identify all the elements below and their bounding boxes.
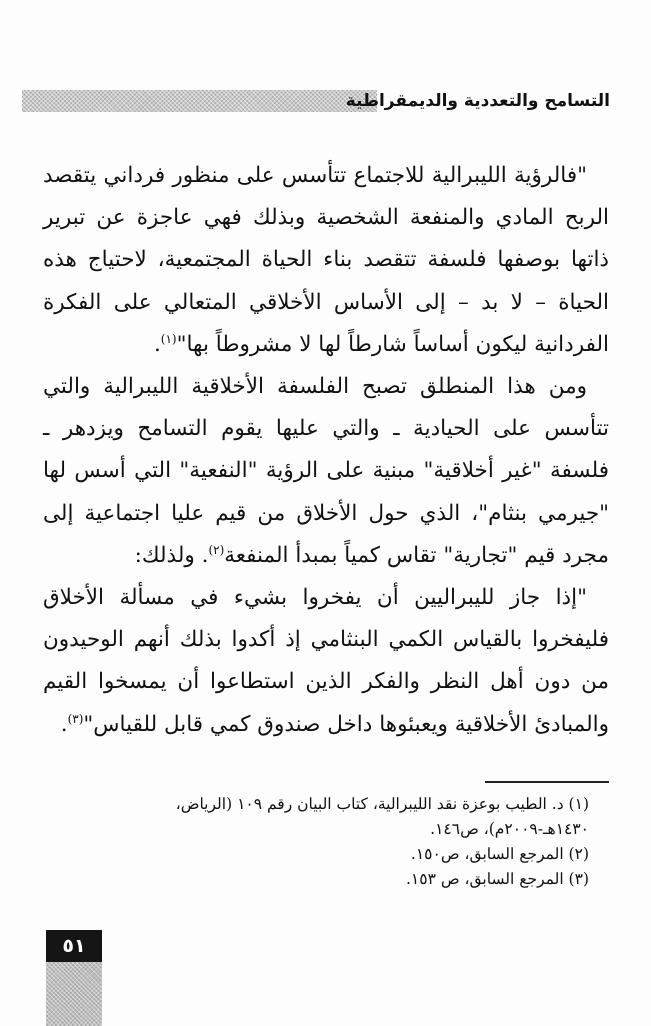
footnote-ref-2: (٢) <box>208 542 225 557</box>
quote-paragraph-1 <box>43 155 609 366</box>
quote-1-end: . <box>153 331 161 357</box>
header-decorative-band <box>22 90 377 112</box>
footnotes <box>29 792 609 892</box>
running-header-title: التسامح والتعددية والديمقراطية <box>345 91 610 111</box>
footnote-separator <box>485 781 609 783</box>
footnote-ref-1: (١) <box>160 331 177 346</box>
paragraph-2-end: . ولذلك: <box>134 542 209 568</box>
quote-3-text: "إذا جاز لليبراليين أن يفخروا بشيء في مسألة الأخلاق فليفخروا بالقياس الكمي البنثامي إذ أكدوا بذلك أنهم الوحيدون من دون أهل النظر والفكر الذين استطاعوا أن يمسخوا القيم والمبادئ الأخلاقية ويعبئوها داخل صندوق كمي قابل للقياس" <box>43 585 609 737</box>
footnote-ref-3: (٣) <box>67 711 84 726</box>
main-text <box>43 155 609 746</box>
paragraph-2-text: ومن هذا المنطلق تصبح الفلسفة الأخلاقية الليبرالية والتي تتأسس على الحيادية ـ والتي عليها يقوم التسامح ويزدهر ـ فلسفة "غير أخلاقية" مبنية على الرؤية "النفعية" التي أسس لها "جيرمي بنثام"، الذي حول الأخلاق من قيم عليا اجتماعية إلى مجرد قيم "تجارية" تقاس كمياً بمبدأ المنفعة <box>43 374 609 568</box>
footnote-2: (٢) المرجع السابق، ص١٥٠. <box>410 845 589 863</box>
footnote-1-continued: ١٤٣٠هـ-٢٠٠٩م)، ص١٤٦. <box>430 820 589 838</box>
paragraph-2 <box>43 366 609 577</box>
quote-3-end: . <box>60 711 68 737</box>
running-header <box>22 86 610 116</box>
footnote-1: (١) د. الطيب بوعزة نقد الليبرالية، كتاب البيان رقم ١٠٩ (الرياض، <box>175 795 589 813</box>
quote-paragraph-3 <box>43 577 609 746</box>
footnote-3: (٣) المرجع السابق، ص ١٥٣. <box>405 870 589 888</box>
quote-1-text: "فالرؤية الليبرالية للاجتماع تتأسس على منظور فرداني يتقصد الربح المادي والمنفعة الشخصية وبذلك فهي عاجزة عن تبرير ذاتها بوصفها فلسفة تتقصد بناء الحياة المجتمعية، لاحتياج هذه الحياة – لا بد – إلى الأساس الأخلاقي المتعالي على الفكرة الفردانية ليكون أساساً شارطاً لها لا مشروطاً بها" <box>43 163 609 357</box>
page-number: ٥١ <box>46 930 102 962</box>
